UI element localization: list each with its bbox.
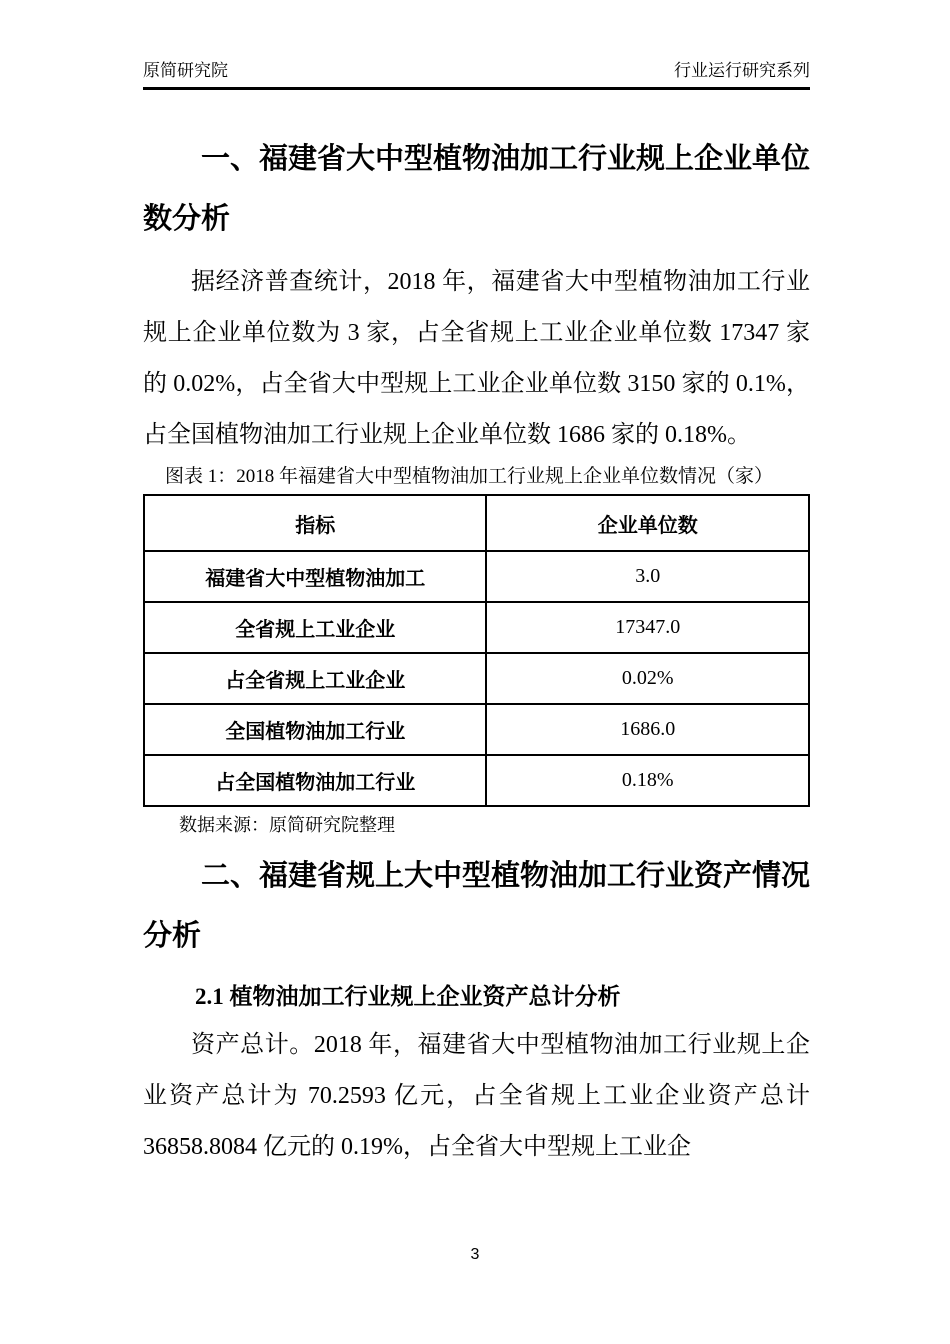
- table-header-row: [144, 495, 809, 551]
- table-header-units: 企业单位数: [486, 495, 809, 551]
- table-header-indicator: 指标: [144, 495, 486, 551]
- row-indicator: 占全国植物油加工行业: [144, 755, 486, 806]
- running-header: [143, 60, 810, 90]
- table-caption: 图表 1：2018 年福建省大中型植物油加工行业规上企业单位数情况（家）: [165, 466, 774, 487]
- section2-heading: 二、福建省规上大中型植物油加工行业资产情况分析: [143, 860, 811, 952]
- row-value: 3.0: [486, 551, 809, 602]
- table-source-note: 数据来源：原简研究院整理: [179, 815, 395, 835]
- row-indicator: 全国植物油加工行业: [144, 704, 486, 755]
- section2-subheading: 2.1 植物油加工行业规上企业资产总计分析: [195, 984, 621, 1009]
- enterprise-units-table: [143, 494, 810, 807]
- section1-paragraph: 据经济普查统计，2018 年，福建省大中型植物油加工行业规上企业单位数为 3 家，占全省规上工业企业单位数 17347 家的 0.02%，占全省大中型规上工业企业单位数 3150 家的 0.1%，占全国植物油加工行业规上企业单位数 1686 家的 0.18%。: [143, 269, 810, 448]
- section1-heading: 一、福建省大中型植物油加工行业规上企业单位数分析: [143, 143, 811, 235]
- row-value: 0.18%: [486, 755, 809, 806]
- section2-paragraph: 资产总计。2018 年，福建省大中型植物油加工行业规上企业资产总计为 70.2593 亿元，占全省规上工业企业资产总计 36858.8084 亿元的 0.19%，占全省大中型规上工业企: [143, 1032, 810, 1160]
- header-series-name: 行业运行研究系列: [674, 61, 810, 80]
- main-content: [143, 95, 810, 1173]
- row-value: 1686.0: [486, 704, 809, 755]
- row-value: 0.02%: [486, 653, 809, 704]
- header-org-name: 原简研究院: [143, 61, 228, 80]
- table-row: [144, 704, 809, 755]
- row-value: 17347.0: [486, 602, 809, 653]
- page-footer: [0, 1246, 950, 1264]
- table-row: [144, 653, 809, 704]
- row-indicator: 福建省大中型植物油加工: [144, 551, 486, 602]
- row-indicator: 占全省规上工业企业: [144, 653, 486, 704]
- table-row: [144, 755, 809, 806]
- table-row: [144, 602, 809, 653]
- row-indicator: 全省规上工业企业: [144, 602, 486, 653]
- page-number: 3: [470, 1246, 480, 1263]
- table-row: [144, 551, 809, 602]
